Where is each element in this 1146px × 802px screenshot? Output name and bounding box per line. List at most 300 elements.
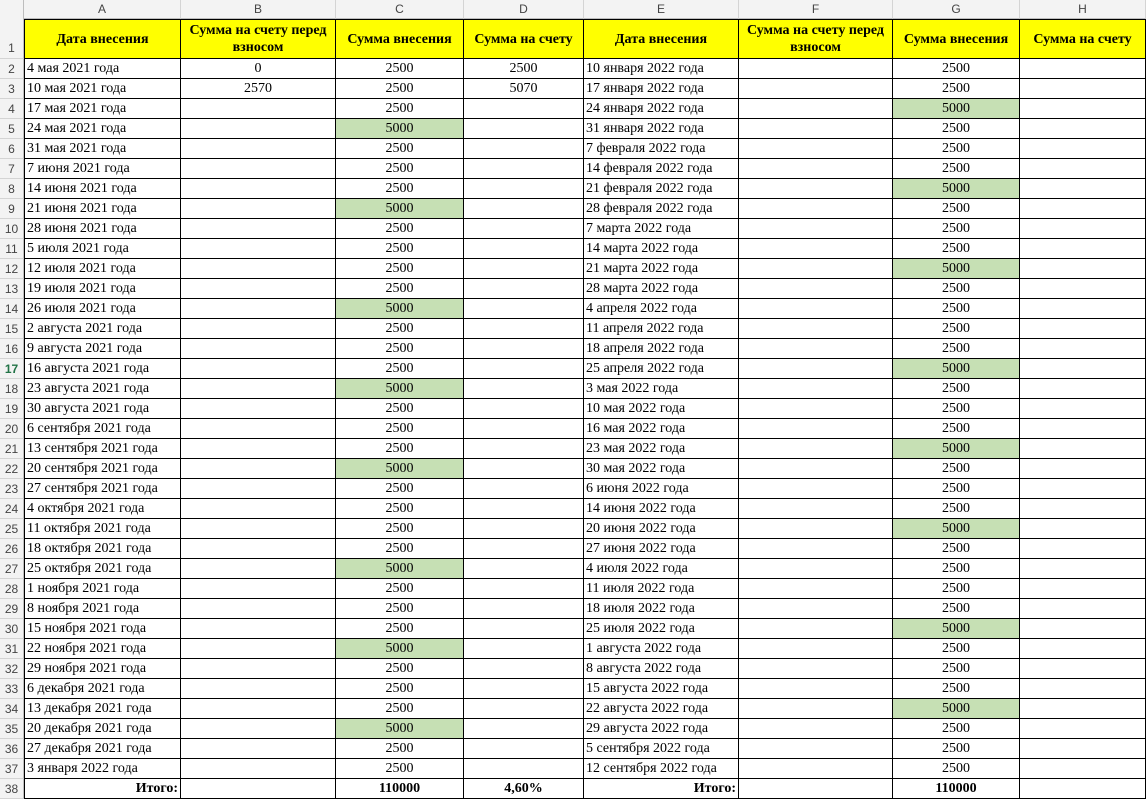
cell-f3[interactable] [739,79,893,99]
cell-c18[interactable]: 5000 [336,379,464,399]
cell-f29[interactable] [739,599,893,619]
cell-e3[interactable]: 17 января 2022 года [584,79,739,99]
row-header-28[interactable]: 28 [0,579,24,599]
cell-b3[interactable]: 2570 [181,79,336,99]
cell-e29[interactable]: 18 июля 2022 года [584,599,739,619]
row-header-23[interactable]: 23 [0,479,24,499]
cell-h37[interactable] [1020,759,1146,779]
cell-d22[interactable] [464,459,584,479]
cell-a36[interactable]: 27 декабря 2021 года [24,739,181,759]
row-header-35[interactable]: 35 [0,719,24,739]
cell-b20[interactable] [181,419,336,439]
cell-e24[interactable]: 14 июня 2022 года [584,499,739,519]
cell-c17[interactable]: 2500 [336,359,464,379]
cell-b15[interactable] [181,319,336,339]
cell-b28[interactable] [181,579,336,599]
cell-g24[interactable]: 2500 [893,499,1020,519]
cell-d5[interactable] [464,119,584,139]
cell-a15[interactable]: 2 августа 2021 года [24,319,181,339]
cell-a32[interactable]: 29 ноября 2021 года [24,659,181,679]
cell-h21[interactable] [1020,439,1146,459]
cell-c8[interactable]: 2500 [336,179,464,199]
cell-e28[interactable]: 11 июля 2022 года [584,579,739,599]
cell-d34[interactable] [464,699,584,719]
row-header-13[interactable]: 13 [0,279,24,299]
cell-d26[interactable] [464,539,584,559]
row-header-31[interactable]: 31 [0,639,24,659]
cell-a34[interactable]: 13 декабря 2021 года [24,699,181,719]
cell-a13[interactable]: 19 июля 2021 года [24,279,181,299]
column-header-e[interactable]: E [584,0,739,19]
cell-b17[interactable] [181,359,336,379]
cell-f15[interactable] [739,319,893,339]
cell-a22[interactable]: 20 сентября 2021 года [24,459,181,479]
cell-g32[interactable]: 2500 [893,659,1020,679]
cell-d14[interactable] [464,299,584,319]
cell-c7[interactable]: 2500 [336,159,464,179]
cell-h14[interactable] [1020,299,1146,319]
cell-a8[interactable]: 14 июня 2021 года [24,179,181,199]
column-header-c[interactable]: C [336,0,464,19]
cell-h26[interactable] [1020,539,1146,559]
cell-e14[interactable]: 4 апреля 2022 года [584,299,739,319]
cell-h15[interactable] [1020,319,1146,339]
row-header-8[interactable]: 8 [0,179,24,199]
header-cell-f[interactable]: Сумма на счету перед взносом [739,19,893,59]
cell-f32[interactable] [739,659,893,679]
cell-g2[interactable]: 2500 [893,59,1020,79]
cell-e11[interactable]: 14 марта 2022 года [584,239,739,259]
cell-h29[interactable] [1020,599,1146,619]
row-header-10[interactable]: 10 [0,219,24,239]
cell-h32[interactable] [1020,659,1146,679]
cell-e26[interactable]: 27 июня 2022 года [584,539,739,559]
header-cell-g[interactable]: Сумма внесения [893,19,1020,59]
cell-c19[interactable]: 2500 [336,399,464,419]
header-cell-b[interactable]: Сумма на счету перед взносом [181,19,336,59]
cell-a37[interactable]: 3 января 2022 года [24,759,181,779]
cell-c29[interactable]: 2500 [336,599,464,619]
cell-a23[interactable]: 27 сентября 2021 года [24,479,181,499]
cell-g12[interactable]: 5000 [893,259,1020,279]
cell-b10[interactable] [181,219,336,239]
cell-c9[interactable]: 5000 [336,199,464,219]
column-header-a[interactable]: A [24,0,181,19]
cell-h8[interactable] [1020,179,1146,199]
row-header-37[interactable]: 37 [0,759,24,779]
total-cell-e[interactable]: Итого: [584,779,739,799]
cell-e23[interactable]: 6 июня 2022 года [584,479,739,499]
cell-a28[interactable]: 1 ноября 2021 года [24,579,181,599]
cell-g5[interactable]: 2500 [893,119,1020,139]
cell-f13[interactable] [739,279,893,299]
cell-c15[interactable]: 2500 [336,319,464,339]
cell-b16[interactable] [181,339,336,359]
cell-e7[interactable]: 14 февраля 2022 года [584,159,739,179]
cell-c24[interactable]: 2500 [336,499,464,519]
row-header-29[interactable]: 29 [0,599,24,619]
row-header-34[interactable]: 34 [0,699,24,719]
cell-e6[interactable]: 7 февраля 2022 года [584,139,739,159]
cell-g15[interactable]: 2500 [893,319,1020,339]
cell-d29[interactable] [464,599,584,619]
cell-e32[interactable]: 8 августа 2022 года [584,659,739,679]
cell-e20[interactable]: 16 мая 2022 года [584,419,739,439]
cell-d2[interactable]: 2500 [464,59,584,79]
cell-a3[interactable]: 10 мая 2021 года [24,79,181,99]
cell-d8[interactable] [464,179,584,199]
total-cell-a[interactable]: Итого: [24,779,181,799]
cell-a14[interactable]: 26 июля 2021 года [24,299,181,319]
cell-e27[interactable]: 4 июля 2022 года [584,559,739,579]
cell-h6[interactable] [1020,139,1146,159]
cell-a20[interactable]: 6 сентября 2021 года [24,419,181,439]
cell-a6[interactable]: 31 мая 2021 года [24,139,181,159]
cell-c25[interactable]: 2500 [336,519,464,539]
cell-h27[interactable] [1020,559,1146,579]
cell-g33[interactable]: 2500 [893,679,1020,699]
cell-f30[interactable] [739,619,893,639]
header-cell-d[interactable]: Сумма на счету [464,19,584,59]
row-header-6[interactable]: 6 [0,139,24,159]
cell-c22[interactable]: 5000 [336,459,464,479]
cell-a2[interactable]: 4 мая 2021 года [24,59,181,79]
cell-d15[interactable] [464,319,584,339]
cell-f14[interactable] [739,299,893,319]
cell-c30[interactable]: 2500 [336,619,464,639]
row-header-24[interactable]: 24 [0,499,24,519]
cell-d18[interactable] [464,379,584,399]
cell-c33[interactable]: 2500 [336,679,464,699]
cell-c27[interactable]: 5000 [336,559,464,579]
cell-f6[interactable] [739,139,893,159]
cell-c36[interactable]: 2500 [336,739,464,759]
cell-g25[interactable]: 5000 [893,519,1020,539]
cell-h16[interactable] [1020,339,1146,359]
cell-d28[interactable] [464,579,584,599]
header-cell-e[interactable]: Дата внесения [584,19,739,59]
cell-c4[interactable]: 2500 [336,99,464,119]
cell-c11[interactable]: 2500 [336,239,464,259]
cell-g31[interactable]: 2500 [893,639,1020,659]
total-cell-b[interactable] [181,779,336,799]
cell-h9[interactable] [1020,199,1146,219]
row-header-18[interactable]: 18 [0,379,24,399]
cell-b35[interactable] [181,719,336,739]
cell-h5[interactable] [1020,119,1146,139]
cell-g11[interactable]: 2500 [893,239,1020,259]
cell-h25[interactable] [1020,519,1146,539]
cell-e36[interactable]: 5 сентября 2022 года [584,739,739,759]
cell-b27[interactable] [181,559,336,579]
cell-g37[interactable]: 2500 [893,759,1020,779]
cell-g19[interactable]: 2500 [893,399,1020,419]
cell-g23[interactable]: 2500 [893,479,1020,499]
cell-c12[interactable]: 2500 [336,259,464,279]
cell-f27[interactable] [739,559,893,579]
cell-c28[interactable]: 2500 [336,579,464,599]
cell-b22[interactable] [181,459,336,479]
row-header-25[interactable]: 25 [0,519,24,539]
cell-c16[interactable]: 2500 [336,339,464,359]
cell-b23[interactable] [181,479,336,499]
cell-a12[interactable]: 12 июля 2021 года [24,259,181,279]
cell-b33[interactable] [181,679,336,699]
cell-g3[interactable]: 2500 [893,79,1020,99]
cell-d30[interactable] [464,619,584,639]
cell-h23[interactable] [1020,479,1146,499]
cell-f10[interactable] [739,219,893,239]
row-header-1[interactable]: 1 [0,19,24,59]
cell-f37[interactable] [739,759,893,779]
cell-a16[interactable]: 9 августа 2021 года [24,339,181,359]
select-all-corner[interactable] [0,0,24,20]
cell-c31[interactable]: 5000 [336,639,464,659]
cell-a26[interactable]: 18 октября 2021 года [24,539,181,559]
cell-c14[interactable]: 5000 [336,299,464,319]
row-header-38[interactable]: 38 [0,779,24,799]
cell-a9[interactable]: 21 июня 2021 года [24,199,181,219]
cell-e5[interactable]: 31 января 2022 года [584,119,739,139]
row-header-16[interactable]: 16 [0,339,24,359]
cell-c34[interactable]: 2500 [336,699,464,719]
cell-b18[interactable] [181,379,336,399]
header-cell-a[interactable]: Дата внесения [24,19,181,59]
row-header-15[interactable]: 15 [0,319,24,339]
cell-a30[interactable]: 15 ноября 2021 года [24,619,181,639]
row-header-11[interactable]: 11 [0,239,24,259]
cell-c21[interactable]: 2500 [336,439,464,459]
cell-d7[interactable] [464,159,584,179]
cell-g30[interactable]: 5000 [893,619,1020,639]
cell-b2[interactable]: 0 [181,59,336,79]
column-header-g[interactable]: G [893,0,1020,19]
cell-d35[interactable] [464,719,584,739]
cell-d9[interactable] [464,199,584,219]
cell-d10[interactable] [464,219,584,239]
cell-b4[interactable] [181,99,336,119]
cell-c5[interactable]: 5000 [336,119,464,139]
cell-g36[interactable]: 2500 [893,739,1020,759]
cell-g29[interactable]: 2500 [893,599,1020,619]
header-cell-c[interactable]: Сумма внесения [336,19,464,59]
header-cell-h[interactable]: Сумма на счету [1020,19,1146,59]
cell-e33[interactable]: 15 августа 2022 года [584,679,739,699]
cell-b19[interactable] [181,399,336,419]
row-header-30[interactable]: 30 [0,619,24,639]
cell-c37[interactable]: 2500 [336,759,464,779]
cell-d21[interactable] [464,439,584,459]
total-cell-h[interactable] [1020,779,1146,799]
cell-b25[interactable] [181,519,336,539]
cell-f25[interactable] [739,519,893,539]
cell-e25[interactable]: 20 июня 2022 года [584,519,739,539]
cell-e31[interactable]: 1 августа 2022 года [584,639,739,659]
cell-f12[interactable] [739,259,893,279]
cell-g21[interactable]: 5000 [893,439,1020,459]
cell-h7[interactable] [1020,159,1146,179]
row-header-3[interactable]: 3 [0,79,24,99]
cell-d13[interactable] [464,279,584,299]
cell-e18[interactable]: 3 мая 2022 года [584,379,739,399]
cell-h31[interactable] [1020,639,1146,659]
cell-e19[interactable]: 10 мая 2022 года [584,399,739,419]
cell-f7[interactable] [739,159,893,179]
cell-h19[interactable] [1020,399,1146,419]
cell-d32[interactable] [464,659,584,679]
cell-c26[interactable]: 2500 [336,539,464,559]
cell-g22[interactable]: 2500 [893,459,1020,479]
cell-d36[interactable] [464,739,584,759]
cell-g6[interactable]: 2500 [893,139,1020,159]
cell-d23[interactable] [464,479,584,499]
cell-d20[interactable] [464,419,584,439]
cell-h30[interactable] [1020,619,1146,639]
cell-f8[interactable] [739,179,893,199]
cell-f2[interactable] [739,59,893,79]
cell-b31[interactable] [181,639,336,659]
cell-c10[interactable]: 2500 [336,219,464,239]
row-header-14[interactable]: 14 [0,299,24,319]
cell-b24[interactable] [181,499,336,519]
cell-f20[interactable] [739,419,893,439]
cell-a19[interactable]: 30 августа 2021 года [24,399,181,419]
cell-h11[interactable] [1020,239,1146,259]
cell-a18[interactable]: 23 августа 2021 года [24,379,181,399]
cell-g9[interactable]: 2500 [893,199,1020,219]
cell-c13[interactable]: 2500 [336,279,464,299]
cell-h28[interactable] [1020,579,1146,599]
cell-h13[interactable] [1020,279,1146,299]
cell-g34[interactable]: 5000 [893,699,1020,719]
column-header-f[interactable]: F [739,0,893,19]
cell-h24[interactable] [1020,499,1146,519]
cell-d16[interactable] [464,339,584,359]
cell-d17[interactable] [464,359,584,379]
cell-b30[interactable] [181,619,336,639]
cell-f9[interactable] [739,199,893,219]
cell-d12[interactable] [464,259,584,279]
cell-e15[interactable]: 11 апреля 2022 года [584,319,739,339]
cell-b9[interactable] [181,199,336,219]
total-cell-d[interactable]: 4,60% [464,779,584,799]
cell-d25[interactable] [464,519,584,539]
cell-e30[interactable]: 25 июля 2022 года [584,619,739,639]
row-header-33[interactable]: 33 [0,679,24,699]
row-header-9[interactable]: 9 [0,199,24,219]
cell-d37[interactable] [464,759,584,779]
cell-a33[interactable]: 6 декабря 2021 года [24,679,181,699]
cell-f22[interactable] [739,459,893,479]
row-header-12[interactable]: 12 [0,259,24,279]
cell-d27[interactable] [464,559,584,579]
row-header-32[interactable]: 32 [0,659,24,679]
cell-h36[interactable] [1020,739,1146,759]
cell-c3[interactable]: 2500 [336,79,464,99]
cell-e10[interactable]: 7 марта 2022 года [584,219,739,239]
cell-f23[interactable] [739,479,893,499]
row-header-26[interactable]: 26 [0,539,24,559]
cell-h10[interactable] [1020,219,1146,239]
cell-e17[interactable]: 25 апреля 2022 года [584,359,739,379]
cell-f17[interactable] [739,359,893,379]
cell-e37[interactable]: 12 сентября 2022 года [584,759,739,779]
cell-a24[interactable]: 4 октября 2021 года [24,499,181,519]
row-header-21[interactable]: 21 [0,439,24,459]
cell-b13[interactable] [181,279,336,299]
row-header-4[interactable]: 4 [0,99,24,119]
cell-e16[interactable]: 18 апреля 2022 года [584,339,739,359]
cell-h20[interactable] [1020,419,1146,439]
cell-c23[interactable]: 2500 [336,479,464,499]
cell-e22[interactable]: 30 мая 2022 года [584,459,739,479]
cell-h33[interactable] [1020,679,1146,699]
cell-h4[interactable] [1020,99,1146,119]
cell-g28[interactable]: 2500 [893,579,1020,599]
cell-a21[interactable]: 13 сентября 2021 года [24,439,181,459]
cell-f16[interactable] [739,339,893,359]
cell-e4[interactable]: 24 января 2022 года [584,99,739,119]
cell-h34[interactable] [1020,699,1146,719]
cell-b21[interactable] [181,439,336,459]
cell-c6[interactable]: 2500 [336,139,464,159]
cell-f21[interactable] [739,439,893,459]
cell-f5[interactable] [739,119,893,139]
cell-d4[interactable] [464,99,584,119]
cell-d31[interactable] [464,639,584,659]
row-header-20[interactable]: 20 [0,419,24,439]
cell-b34[interactable] [181,699,336,719]
cell-h12[interactable] [1020,259,1146,279]
cell-f28[interactable] [739,579,893,599]
total-cell-c[interactable]: 110000 [336,779,464,799]
cell-d3[interactable]: 5070 [464,79,584,99]
cell-e9[interactable]: 28 февраля 2022 года [584,199,739,219]
cell-b11[interactable] [181,239,336,259]
cell-a25[interactable]: 11 октября 2021 года [24,519,181,539]
cell-d19[interactable] [464,399,584,419]
row-header-27[interactable]: 27 [0,559,24,579]
cell-e34[interactable]: 22 августа 2022 года [584,699,739,719]
cell-a29[interactable]: 8 ноября 2021 года [24,599,181,619]
cell-a35[interactable]: 20 декабря 2021 года [24,719,181,739]
cell-b32[interactable] [181,659,336,679]
cell-g17[interactable]: 5000 [893,359,1020,379]
cell-f35[interactable] [739,719,893,739]
cell-f11[interactable] [739,239,893,259]
cell-f18[interactable] [739,379,893,399]
cell-f19[interactable] [739,399,893,419]
cell-a7[interactable]: 7 июня 2021 года [24,159,181,179]
cell-g7[interactable]: 2500 [893,159,1020,179]
cell-e12[interactable]: 21 марта 2022 года [584,259,739,279]
cell-b7[interactable] [181,159,336,179]
row-header-17[interactable]: 17 [0,359,24,379]
cell-a27[interactable]: 25 октября 2021 года [24,559,181,579]
cell-e13[interactable]: 28 марта 2022 года [584,279,739,299]
cell-f4[interactable] [739,99,893,119]
column-header-b[interactable]: B [181,0,336,19]
cell-f34[interactable] [739,699,893,719]
cell-c20[interactable]: 2500 [336,419,464,439]
cell-g26[interactable]: 2500 [893,539,1020,559]
total-cell-f[interactable] [739,779,893,799]
cell-d6[interactable] [464,139,584,159]
cell-e21[interactable]: 23 мая 2022 года [584,439,739,459]
cell-a11[interactable]: 5 июля 2021 года [24,239,181,259]
cell-d24[interactable] [464,499,584,519]
row-header-7[interactable]: 7 [0,159,24,179]
